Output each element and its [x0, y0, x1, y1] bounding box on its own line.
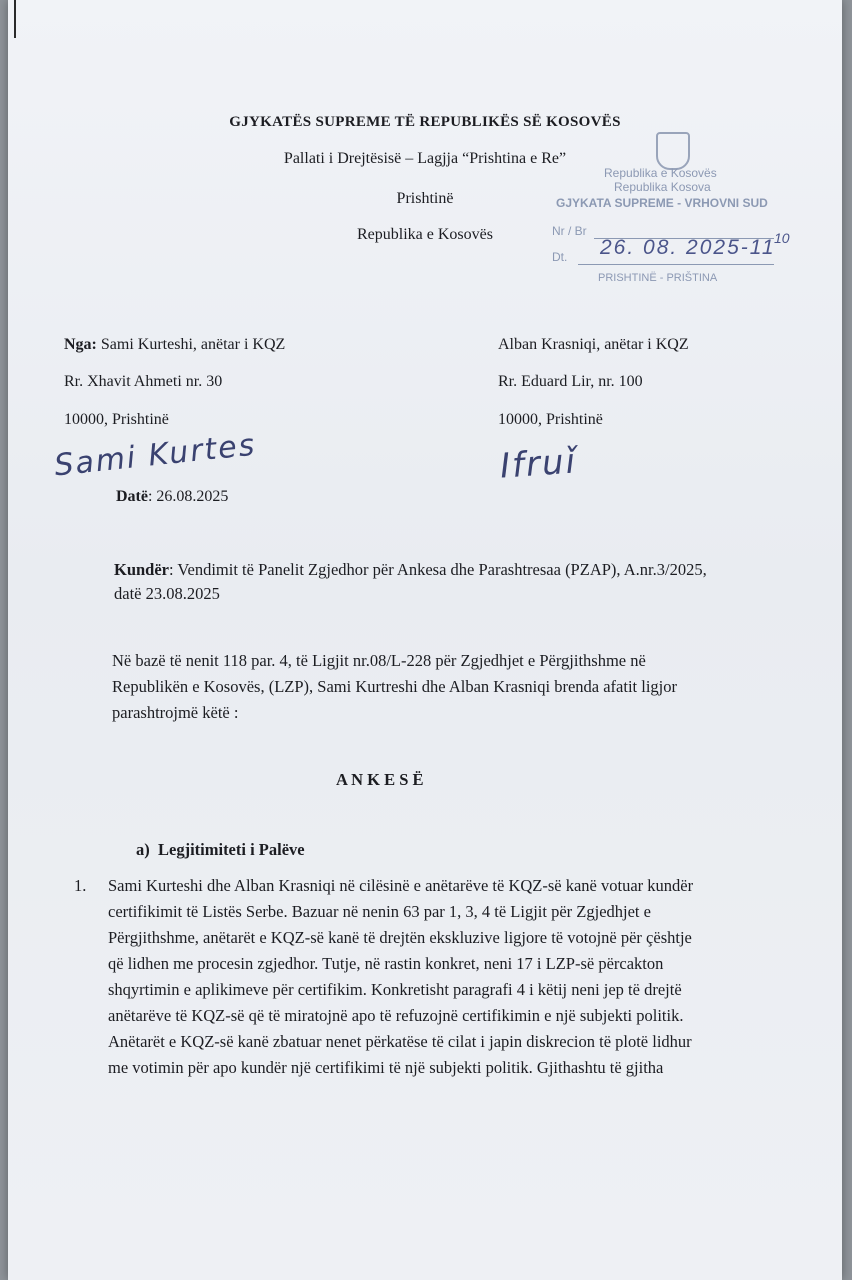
document-page: [8, 0, 842, 1280]
stamp-city: PRISHTINË - PRIŠTINA: [598, 272, 718, 284]
sender-right-city: 10000, Prishtinë: [498, 411, 603, 428]
stamp-handwritten-date: 26. 08. 2025-11: [600, 236, 776, 259]
stamp-dt-line: [578, 264, 774, 265]
item-1-line: që lidhen me procesin zgjedhor. Tutje, në rastin konkret, neni 17 i LZP-së përcakton: [108, 954, 664, 973]
coat-of-arms-icon: [656, 132, 690, 170]
from-label: Nga:: [64, 336, 97, 353]
item-1-line: Përgjithshme, anëtarët e KQZ-së kanë të drejtën ekskluzive ligjore të votojnë për çështje: [108, 928, 692, 947]
item-1-line: anëtarëve të KQZ-së që të miratojnë apo të refuzojnë certifikimin e një subjekti politik.: [108, 1006, 684, 1025]
sender-right-signature: Ifruǐ: [498, 441, 579, 487]
court-address: Pallati i Drejtësisë – Lagjja “Prishtina e Re”: [283, 150, 567, 167]
against-label: Kundër: [114, 560, 170, 579]
section-a-title: Legjitimiteti i Palëve: [158, 840, 305, 859]
sender-right-street: Rr. Eduard Lir, nr. 100: [498, 373, 643, 390]
sender-left-name-line: [64, 336, 285, 354]
stamp-nr-label: Nr / Br: [552, 224, 587, 238]
item-1-line: shqyrtimin e aplikimeve për certifikim. Konkretisht paragrafi 4 i këtij neni jep të drejtë: [108, 980, 682, 999]
registry-stamp: [548, 130, 788, 290]
stamp-superscript: 10: [774, 230, 790, 246]
intro-line-3: parashtrojmë këtë :: [112, 703, 239, 722]
item-1-line: Anëtarët e KQZ-së kanë zbatuar nenet përkatëse të cilat i japin diskrecion të plotë lidhur: [108, 1032, 692, 1051]
section-a-heading: [136, 840, 305, 860]
court-city: Prishtinë: [396, 190, 454, 207]
against-text: : Vendimit të Panelit Zgjedhor për Ankesa dhe Parashtresaa (PZAP), A.nr.3/2025,: [169, 560, 707, 579]
sender-left-city: 10000, Prishtinë: [64, 411, 169, 428]
sender-right-name: Alban Krasniqi, anëtar i KQZ: [498, 336, 689, 353]
item-1-line: certifikimit të Listës Serbe. Bazuar në nenin 63 par 1, 3, 4 të Ligjit për Zgjedhjet e: [108, 902, 651, 921]
intro-line-2: Republikën e Kosovës, (LZP), Sami Kurtreshi dhe Alban Krasniqi brenda afatit ligjor: [112, 677, 678, 696]
stamp-dt-label: Dt.: [552, 250, 568, 264]
against-line-1: [114, 560, 707, 580]
intro-line-1: Në bazë të nenit 118 par. 4, të Ligjit nr.08/L-228 për Zgjedhjet e Përgjithshme në: [112, 651, 646, 670]
stamp-line-2: Republika Kosova: [614, 180, 711, 194]
court-country: Republika e Kosovës: [357, 226, 493, 243]
item-1-number: 1.: [74, 876, 87, 895]
sender-left-date-line: [116, 488, 228, 506]
date-label: Datë: [116, 488, 148, 505]
sender-left-name: Sami Kurteshi, anëtar i KQZ: [100, 336, 286, 353]
against-line-2: datë 23.08.2025: [114, 584, 220, 603]
court-title: GJYKATËS SUPREME TË REPUBLIKËS SË KOSOVËS: [229, 114, 621, 130]
document-heading: A N K E S Ë: [336, 770, 424, 789]
stamp-line-1: Republika e Kosovës: [604, 166, 717, 180]
sender-left-date: : 26.08.2025: [147, 488, 229, 505]
sender-left-signature: Sami Kurtes: [52, 427, 258, 484]
item-1-line: Sami Kurteshi dhe Alban Krasniqi në cilësinë e anëtarëve të KQZ-së kanë votuar kundër: [108, 876, 694, 895]
stamp-line-3: GJYKATA SUPREME - VRHOVNI SUD: [556, 196, 768, 210]
section-a-marker: a): [136, 840, 150, 859]
item-1-line: me votimin për apo kundër një certifikimi të një subjekti politik. Gjithashtu të gjitha: [108, 1058, 664, 1077]
page-fold-mark: [14, 0, 16, 38]
sender-left-street: Rr. Xhavit Ahmeti nr. 30: [64, 373, 223, 390]
